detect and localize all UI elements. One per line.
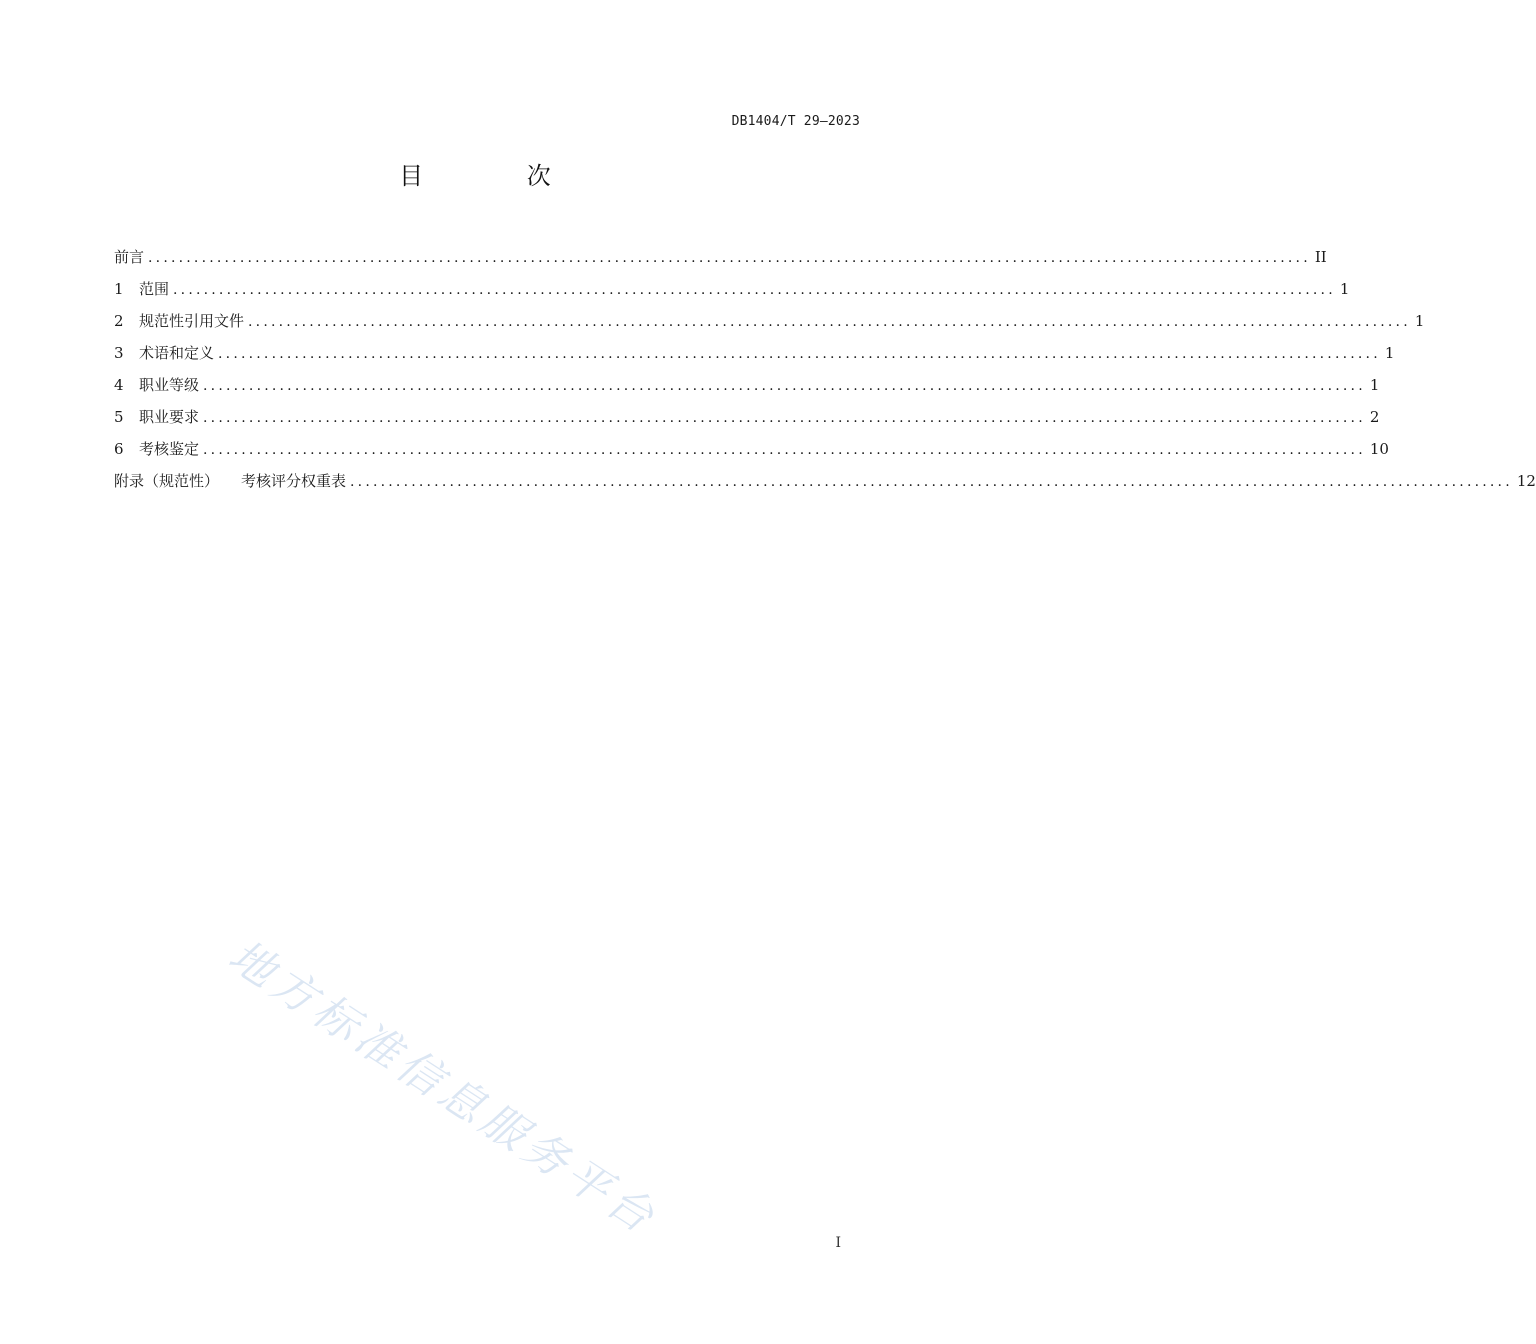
toc-entry-normative-references[interactable] [114, 310, 1425, 342]
toc-entry-page: 1 [1339, 280, 1350, 298]
toc-entry-label: 术语和定义 [139, 344, 215, 362]
toc-entry-terms-definitions[interactable] [114, 342, 1395, 374]
toc-leader-dots: ........................................................................................................................................................ [203, 442, 1366, 458]
toc-entry-page: 10 [1369, 440, 1389, 458]
toc-entry-label: 职业要求 [139, 408, 200, 426]
toc-entry-page: 2 [1369, 408, 1380, 426]
document-code: DB1404/T 29—2023 [731, 114, 860, 129]
toc-entry-occupational-levels[interactable] [114, 374, 1380, 406]
toc-entry-page: 1 [1369, 376, 1380, 394]
toc-leader-dots: ........................................................................................................................................................ [248, 314, 1411, 330]
toc-entry-label: 前言 [114, 248, 145, 266]
toc-entry-occupational-requirements[interactable] [114, 406, 1380, 438]
toc-entry-label: 附录（规范性） [114, 472, 220, 490]
table-of-contents [114, 246, 1536, 502]
page-number: I [835, 1235, 841, 1251]
toc-entry-number: 6 [114, 440, 124, 458]
page-title: 目 次 [399, 162, 599, 190]
toc-leader-dots: ........................................................................................................................................................ [148, 250, 1311, 266]
toc-entry-label: 范围 [139, 280, 170, 298]
toc-leader-dots: ........................................................................................................................................................ [350, 474, 1513, 490]
toc-leader-dots: ........................................................................................................................................................ [203, 378, 1366, 394]
toc-leader-dots: ........................................................................................................................................................ [218, 346, 1381, 362]
toc-entry-number: 1 [114, 280, 124, 298]
toc-entry-appendix[interactable] [114, 470, 1536, 502]
watermark-text: 地方标准信息服务平台 [219, 930, 667, 1246]
toc-entry-number: 4 [114, 376, 124, 394]
toc-entry-foreword[interactable] [114, 246, 1327, 278]
toc-entry-number: 5 [114, 408, 124, 426]
toc-leader-dots: ........................................................................................................................................................ [203, 410, 1366, 426]
toc-entry-page: 1 [1414, 312, 1425, 330]
toc-entry-number: 3 [114, 344, 124, 362]
toc-entry-assessment[interactable] [114, 438, 1389, 470]
toc-leader-dots: ........................................................................................................................................................ [173, 282, 1336, 298]
toc-entry-label: 职业等级 [139, 376, 200, 394]
toc-entry-page: 12 [1516, 472, 1536, 490]
toc-entry-label: 考核鉴定 [139, 440, 200, 458]
toc-entry-scope[interactable] [114, 278, 1350, 310]
toc-entry-sublabel: 考核评分权重表 [241, 472, 347, 490]
toc-entry-label: 规范性引用文件 [139, 312, 245, 330]
toc-entry-page: 1 [1384, 344, 1395, 362]
toc-entry-page: II [1314, 248, 1327, 266]
toc-entry-number: 2 [114, 312, 124, 330]
